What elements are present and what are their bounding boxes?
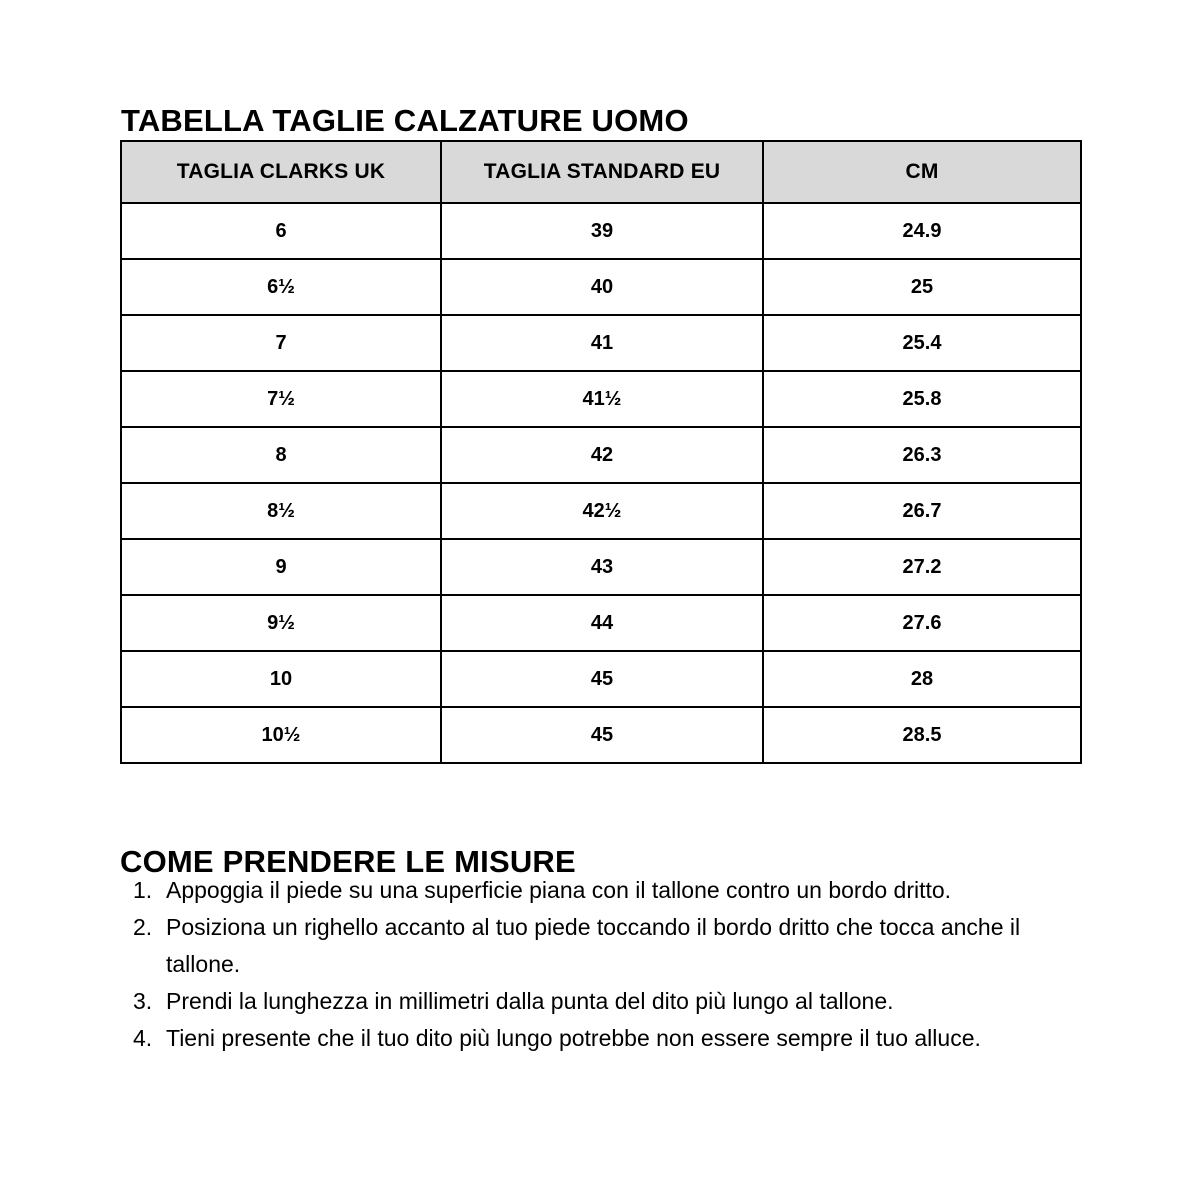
cell-eu: 42½ (441, 483, 763, 539)
column-header-eu: TAGLIA STANDARD EU (441, 141, 763, 203)
cell-eu: 41 (441, 315, 763, 371)
list-item-text: Appoggia il piede su una superficie piana con il tallone contro un bordo dritto. (166, 877, 952, 903)
cell-cm: 28.5 (763, 707, 1081, 763)
table-row (121, 315, 1081, 371)
list-item-number: 3. (133, 988, 153, 1014)
cell-cm: 26.3 (763, 427, 1081, 483)
list-item (133, 983, 1080, 1020)
table-row (121, 259, 1081, 315)
cell-eu: 40 (441, 259, 763, 315)
cell-eu: 41½ (441, 371, 763, 427)
cell-uk: 7½ (121, 371, 441, 427)
list-item-text: Posiziona un righello accanto al tuo piede toccando il bordo dritto che tocca anche il tallone. (166, 914, 1021, 977)
cell-uk: 9½ (121, 595, 441, 651)
cell-uk: 7 (121, 315, 441, 371)
cell-cm: 26.7 (763, 483, 1081, 539)
cell-eu: 44 (441, 595, 763, 651)
list-item-number: 4. (133, 1025, 153, 1051)
cell-eu: 45 (441, 651, 763, 707)
instruction-list (133, 872, 1080, 1057)
cell-uk: 10½ (121, 707, 441, 763)
cell-uk: 8½ (121, 483, 441, 539)
column-header-uk: TAGLIA CLARKS UK (121, 141, 441, 203)
cell-uk: 8 (121, 427, 441, 483)
cell-eu: 45 (441, 707, 763, 763)
cell-cm: 25 (763, 259, 1081, 315)
table-row (121, 707, 1081, 763)
list-item-text: Tieni presente che il tuo dito più lungo potrebbe non essere sempre il tuo alluce. (166, 1025, 981, 1051)
table-row (121, 371, 1081, 427)
cell-cm: 27.2 (763, 539, 1081, 595)
measuring-section-heading: COME PRENDERE LE MISURE (120, 843, 576, 879)
table-row (121, 539, 1081, 595)
table-row (121, 203, 1081, 259)
cell-uk: 9 (121, 539, 441, 595)
cell-eu: 39 (441, 203, 763, 259)
cell-uk: 6 (121, 203, 441, 259)
list-item-number: 2. (133, 914, 153, 940)
cell-uk: 6½ (121, 259, 441, 315)
table-row (121, 651, 1081, 707)
cell-cm: 25.8 (763, 371, 1081, 427)
cell-cm: 28 (763, 651, 1081, 707)
list-item (133, 1020, 1080, 1057)
cell-cm: 24.9 (763, 203, 1081, 259)
table-row (121, 595, 1081, 651)
cell-uk: 10 (121, 651, 441, 707)
size-table (120, 140, 1082, 764)
list-item (133, 909, 1080, 983)
cell-cm: 25.4 (763, 315, 1081, 371)
size-table-header-row (121, 141, 1081, 203)
list-item-number: 1. (133, 877, 153, 903)
cell-eu: 43 (441, 539, 763, 595)
table-row (121, 427, 1081, 483)
column-header-cm: CM (763, 141, 1081, 203)
cell-eu: 42 (441, 427, 763, 483)
cell-cm: 27.6 (763, 595, 1081, 651)
table-row (121, 483, 1081, 539)
page-title: TABELLA TAGLIE CALZATURE UOMO (121, 102, 689, 138)
list-item-text: Prendi la lunghezza in millimetri dalla punta del dito più lungo al tallone. (166, 988, 894, 1014)
list-item (133, 872, 1080, 909)
